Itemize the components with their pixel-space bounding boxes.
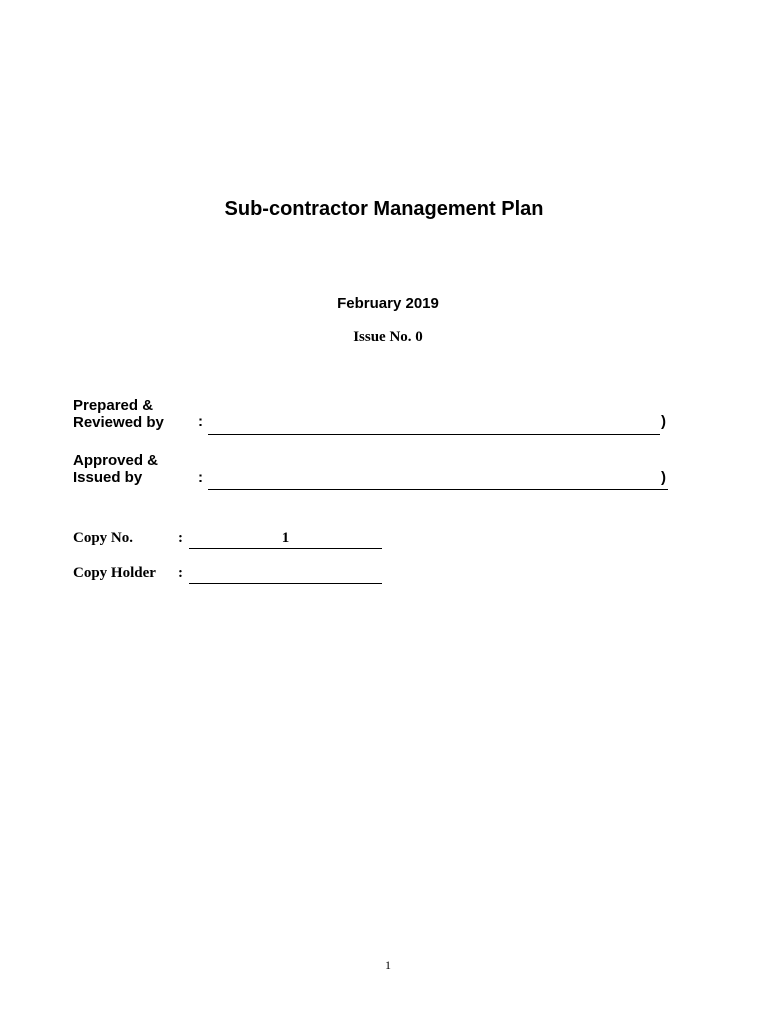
- copy-number-field[interactable]: 1: [189, 530, 382, 549]
- approved-close-paren: ): [661, 469, 666, 486]
- prepared-reviewed-label: [73, 397, 164, 431]
- copy-holder-label: Copy Holder: [73, 565, 156, 581]
- prepared-label-line2: Reviewed by: [73, 414, 164, 431]
- approved-label-line1: Approved &: [73, 452, 159, 469]
- approved-issued-label: [73, 452, 158, 486]
- copy-holder-field[interactable]: [189, 565, 382, 584]
- issue-number: Issue No. 0: [353, 329, 423, 345]
- page-number: 1: [385, 958, 391, 972]
- prepared-label-line1: Prepared &: [73, 397, 154, 414]
- document-title: Sub-contractor Management Plan: [224, 198, 544, 220]
- copy-holder-colon: :: [178, 565, 183, 581]
- prepared-signature-line[interactable]: [208, 434, 660, 435]
- approved-signature-line[interactable]: [208, 489, 668, 490]
- copy-number-colon: :: [178, 530, 183, 546]
- prepared-colon: :: [198, 413, 203, 430]
- copy-number-label: Copy No.: [73, 530, 134, 546]
- document-date: February 2019: [337, 295, 439, 312]
- approved-label-line2: Issued by: [73, 469, 143, 486]
- approved-colon: :: [198, 469, 203, 486]
- prepared-close-paren: ): [661, 413, 666, 430]
